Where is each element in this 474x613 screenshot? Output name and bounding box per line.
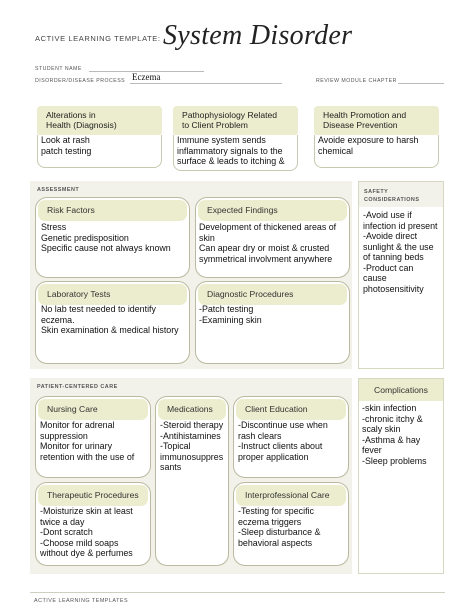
risk-factors-title: Risk Factors	[38, 200, 187, 221]
text-line: fever	[362, 445, 382, 455]
laboratory-tests-card[interactable]	[35, 281, 190, 364]
nursing-care-title: Nursing Care	[38, 399, 148, 420]
text-line: behavioral aspects	[238, 537, 313, 548]
safety-considerations-title	[364, 188, 419, 204]
laboratory-tests-title: Laboratory Tests	[38, 284, 187, 305]
title-line: Health Promotion and	[323, 110, 407, 120]
text-line: Monitor for urinary	[40, 441, 113, 451]
text-line: Genetic predisposition	[41, 232, 129, 243]
health-promotion-text	[315, 135, 438, 156]
interprofessional-care-text	[238, 506, 320, 548]
text-line: -Examining skin	[199, 314, 262, 325]
pathophysiology-box[interactable]	[173, 135, 298, 171]
diagnostic-procedures-card[interactable]	[195, 281, 350, 364]
text-line: -Discontinue use when	[238, 420, 328, 430]
title-line: SAFETY	[364, 189, 389, 195]
text-line: Can apear dry or moist & crusted	[199, 243, 330, 253]
text-line: -Moisturize skin at least	[40, 506, 133, 516]
text-line: suppression	[40, 430, 88, 441]
expected-findings-title: Expected Findings	[198, 200, 347, 221]
text-line: eczema triggers	[238, 516, 302, 527]
medications-text	[160, 420, 223, 473]
safety-considerations-box[interactable]	[358, 181, 444, 369]
text-line: -Asthma & hay	[362, 434, 421, 445]
text-line: without dye & perfumes	[40, 548, 133, 558]
text-line: -Avoid use if	[363, 210, 412, 220]
interprofessional-care-title: Interprofessional Care	[236, 485, 346, 506]
health-promotion-section	[314, 106, 439, 168]
text-line: immunosuppres	[160, 451, 224, 462]
health-promotion-title	[314, 106, 439, 136]
text-line: -Testing for specific	[238, 506, 314, 516]
medications-title: Medications	[158, 399, 226, 420]
patient-centered-care-label: PATIENT-CENTERED CARE	[37, 384, 118, 390]
text-line: -Sleep disturbance &	[238, 527, 321, 537]
text-line: patch testing	[41, 145, 92, 156]
text-line: -Product can	[363, 262, 414, 273]
text-line: cause	[363, 273, 387, 283]
client-education-card[interactable]	[233, 396, 349, 478]
complications-box[interactable]	[358, 378, 444, 574]
alterations-in-health-text	[38, 135, 161, 156]
pathophysiology-title	[173, 106, 298, 136]
footer-divider	[30, 592, 445, 593]
risk-factors-card[interactable]	[35, 197, 190, 278]
student-name-label: STUDENT NAME	[35, 66, 82, 72]
text-line: -Steroid therapy	[160, 420, 224, 430]
pathophysiology-section	[173, 106, 298, 168]
text-line: -Sleep problems	[362, 455, 427, 466]
disorder-field[interactable]	[130, 83, 282, 84]
text-line: symmetrical involvment anywhere	[199, 253, 333, 264]
therapeutic-procedures-title: Therapeutic Procedures	[38, 485, 148, 506]
text-line: No lab test needed to identify	[41, 304, 156, 314]
text-line: Stress	[41, 222, 67, 232]
text-line: twice a day	[40, 516, 85, 527]
diagnostic-procedures-text	[199, 304, 262, 325]
text-line: infection id present	[363, 220, 438, 231]
text-line: -Choose mild soaps	[40, 537, 119, 548]
alterations-in-health-box[interactable]	[37, 135, 162, 168]
text-line: skin	[199, 232, 215, 243]
title-line: Health (Diagnosis)	[46, 119, 117, 130]
client-education-text	[238, 420, 328, 462]
text-line: Specific cause not always known	[41, 243, 171, 253]
expected-findings-text	[199, 222, 336, 264]
review-chapter-label: REVIEW MODULE CHAPTER	[316, 78, 397, 84]
title-line: Alterations in	[46, 110, 96, 120]
laboratory-tests-text	[41, 304, 179, 336]
text-line: rash clears	[238, 430, 282, 441]
text-line: -skin infection	[362, 403, 417, 413]
title-line: CONSIDERATIONS	[364, 197, 420, 204]
text-line: chemical	[318, 145, 354, 156]
nursing-care-card[interactable]	[35, 396, 151, 478]
text-line: Monitor for adrenal	[40, 420, 115, 430]
alterations-in-health-section	[37, 106, 162, 168]
template-title: System Disorder	[163, 20, 353, 51]
safety-considerations-text	[363, 210, 438, 294]
text-line: sunlight & the use	[363, 241, 434, 252]
disorder-label: DISORDER/DISEASE PROCESS	[35, 78, 126, 84]
text-line: inflammatory signals to the	[177, 145, 283, 156]
therapeutic-procedures-text	[40, 506, 133, 559]
text-line: -Topical	[160, 441, 191, 451]
health-promotion-box[interactable]	[314, 135, 439, 168]
text-line: eczema.	[41, 314, 75, 325]
diagnostic-procedures-title: Diagnostic Procedures	[198, 284, 347, 305]
complications-text	[362, 403, 427, 466]
text-line: retention with the use of	[40, 451, 135, 462]
text-line: -Antihistamines	[160, 430, 221, 441]
review-chapter-field[interactable]	[398, 83, 444, 84]
template-prefix: ACTIVE LEARNING TEMPLATE:	[35, 34, 161, 43]
text-line: -Avoide direct	[363, 231, 418, 241]
text-line: scaly skin	[362, 424, 401, 434]
safety-considerations-header	[359, 182, 443, 207]
interprofessional-care-card[interactable]	[233, 482, 349, 566]
therapeutic-procedures-card[interactable]	[35, 482, 151, 566]
risk-factors-text	[41, 222, 171, 254]
text-line: surface & leads to itching &	[177, 156, 285, 166]
text-line: -Instruct clients about	[238, 441, 323, 451]
text-line: of tanning beds	[363, 252, 424, 262]
medications-card[interactable]	[155, 396, 229, 566]
text-line: Development of thickened areas of	[199, 222, 337, 232]
text-line: -chronic itchy &	[362, 413, 423, 424]
client-education-title: Client Education	[236, 399, 346, 420]
text-line: proper application	[238, 451, 309, 462]
nursing-care-text	[40, 420, 134, 462]
footer-text: ACTIVE LEARNING TEMPLATES	[34, 598, 129, 604]
alterations-in-health-title	[37, 106, 162, 136]
title-line: Pathophysiology Related	[182, 110, 278, 120]
text-line: sants	[160, 462, 182, 472]
expected-findings-card[interactable]	[195, 197, 350, 278]
pathophysiology-text	[174, 135, 297, 167]
title-line: to Client Problem	[182, 119, 248, 130]
text-line: -Patch testing	[199, 304, 254, 314]
disorder-value: Eczema	[132, 72, 161, 82]
complications-title: Complications	[359, 379, 443, 401]
text-line: Avoide exposure to harsh	[318, 135, 419, 145]
text-line: Look at rash	[41, 135, 90, 145]
assessment-label: ASSESSMENT	[37, 187, 80, 193]
title-line: Disease Prevention	[323, 119, 398, 130]
text-line: -Dont scratch	[40, 527, 93, 537]
text-line: Immune system sends	[177, 135, 266, 145]
text-line: photosensitivity	[363, 283, 424, 294]
text-line: Skin examination & medical history	[41, 325, 179, 335]
